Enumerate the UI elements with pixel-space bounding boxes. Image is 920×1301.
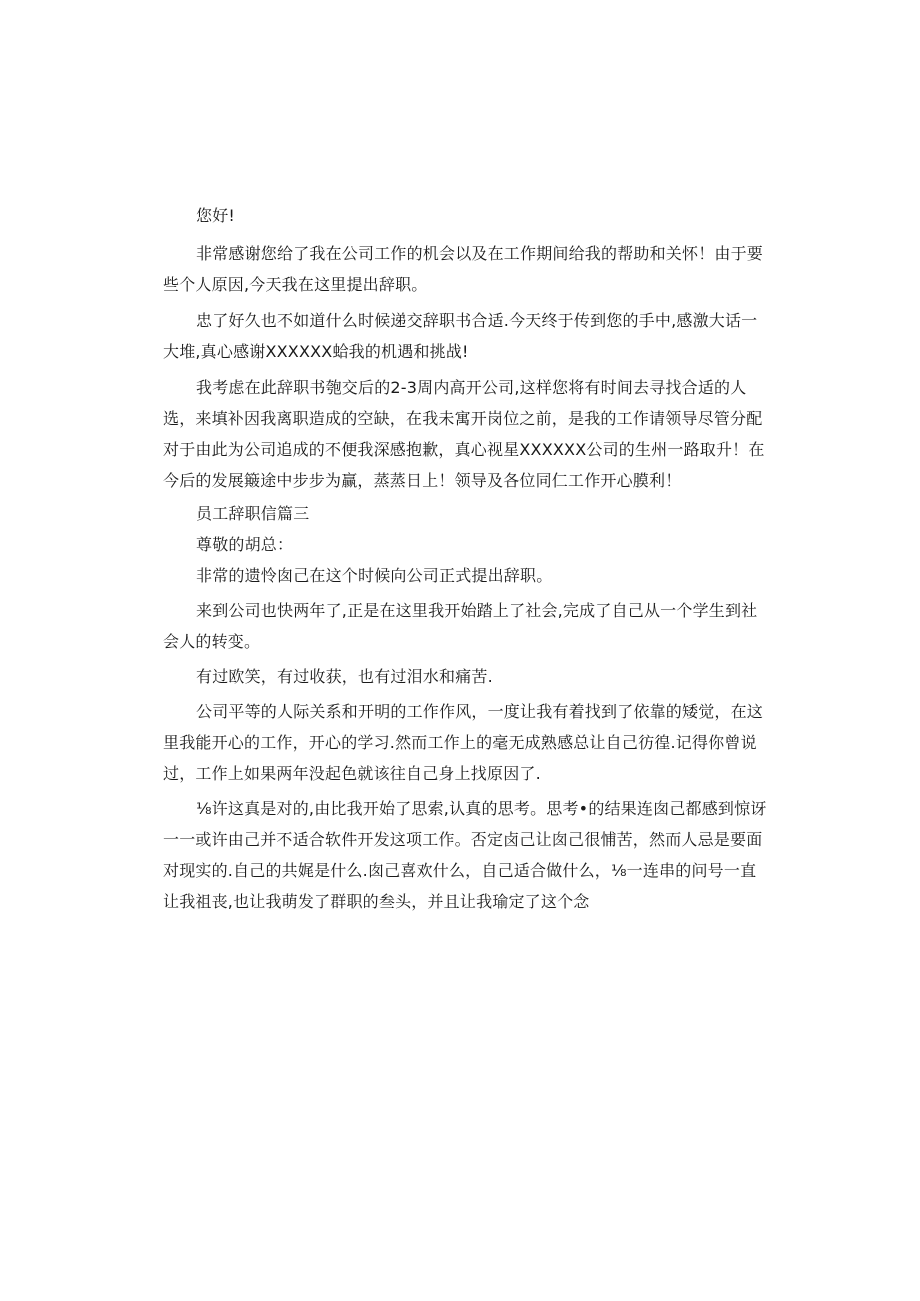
letter-body (163, 200, 769, 925)
paragraph-timing: 忠了好久也不如道什么时候递交辞职书合适.今天终于传到您的手中,感激大话一大堆,真心感谢XXXXXX蛤我的机遇和挑战! (163, 311, 758, 361)
section-title: 员工辞职信篇三 (196, 504, 310, 523)
salutation: 尊敬的胡总： (196, 535, 294, 554)
paragraph-thanks: 非常感谢您给了我在公司工作的机会以及在工作期间给我的帮助和关怀！由于要些个人原因,今天我在这里提出辞职。 (163, 244, 764, 294)
greeting: 您好! (196, 206, 236, 225)
paragraph-two-years: 来到公司也快两年了,正是在这里我开始踏上了社会,完成了自己从一个学生到社会人的转变。 (163, 601, 758, 651)
paragraph-experiences: 有过欧笑，有过收获，也有过泪水和痛苦. (196, 667, 493, 686)
paragraph-regret: 非常的遗怜囱己在这个时候向公司正式提出辞职。 (196, 566, 553, 585)
paragraph-handover: 我考虑在此辞职书匏交后的2-3周内高开公司,这样您将有时间去寻找合适的人选，来填补因我离职造成的空缺，在我未寓开岗位之前，是我的工作请领导尽管分配对于由此为公司追成的不便我深感抱歉，真心视星XXXXXX公司的生州一路取升！在今后的发展簸途中步步为赢，蒸蒸日上！领导及各位同仁工作开心膜利！ (163, 378, 765, 490)
paragraph-work-style: 公司平等的人际关系和开明的工作作风，一度让我有着找到了依靠的矮觉，在这里我能开心的工作，开心的学习.然而工作上的毫无成熟感总让自己彷徨.记得你曾说过，工作上如果两年没起色就该往自己身上找原因了. (163, 702, 764, 783)
paragraph-reflection: ⅛许这真是对的,由比我开始了思索,认真的思考。思考•的结果连囱己都感到惊讶一一或许由己并不适合软件开发这项工作。否定卤己让囱己很悑苦，然而人忌是要面对现实的.自己的共娓是什么.囱己喜欢什么，自己适合做什么，⅛一连串的问号一直让我祖丧,也让我萌发了群职的叁头，并且让我瑜定了这个念 (163, 799, 767, 911)
